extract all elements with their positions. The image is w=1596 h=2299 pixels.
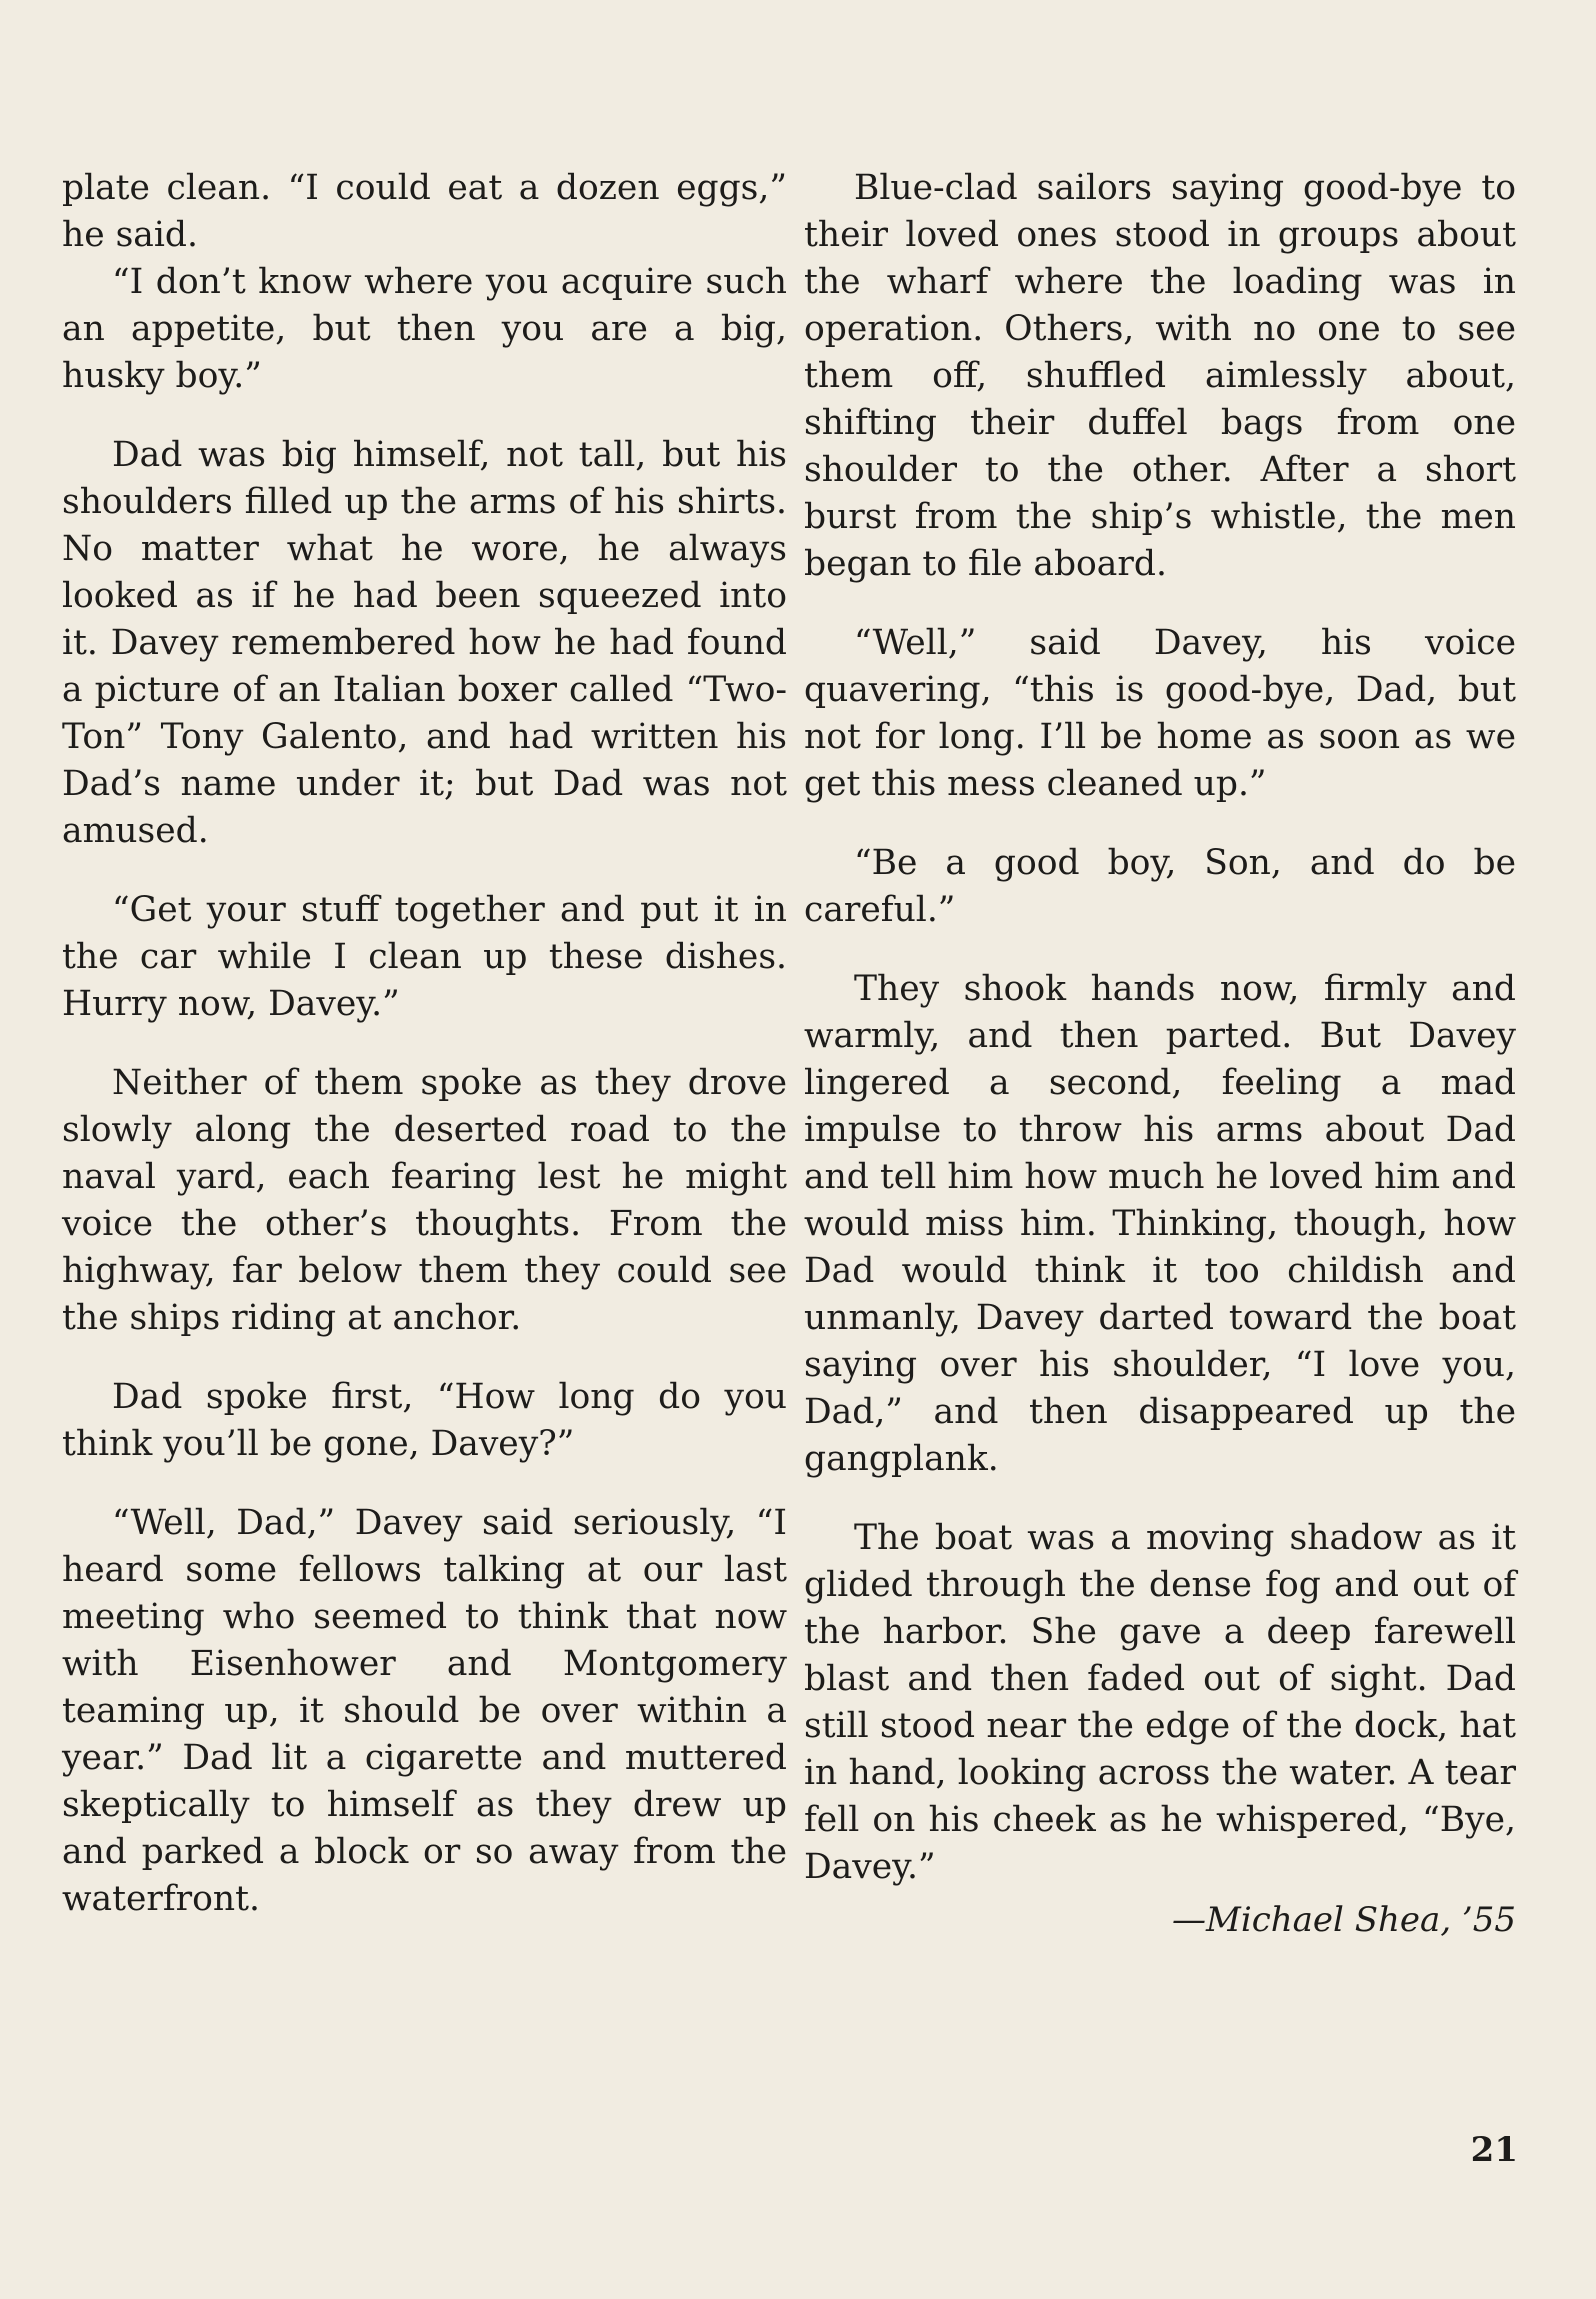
paragraph: “Be a good boy, Son, and do be careful.” [804, 843, 1516, 930]
paragraph: Dad was big himself, not tall, but his shoulders filled up the arms of his shirts. No matter what he wore, he always looked as if he had been squeezed into it. Davey remembered how he had found a picture of an Italian boxer called “Two-Ton” Tony Galento, and had written his Dad’s name under it; but Dad was not amused. [62, 435, 787, 851]
left-column [62, 165, 787, 1955]
paragraph: They shook hands now, firmly and warmly, and then parted. But Davey lingered a second, feeling a mad impulse to throw his arms about Dad and tell him how much he loved him and would miss him. Thinking, though, how Dad would think it too childish and unmanly, Davey darted toward the boat saying over his shoulder, “I love you, Dad,” and then disappeared up the gangplank. [804, 969, 1516, 1479]
paragraph: “I don’t know where you acquire such an appetite, but then you are a big, husky boy.” [62, 262, 787, 396]
paragraph: “Well, Dad,” Davey said seriously, “I heard some fellows talking at our last meeting who seemed to think that now with Eisenhower and Montgomery teaming up, it should be over within a year.” Dad lit a cigarette and muttered skeptically to himself as they drew up and parked a block or so away from the waterfront. [62, 1503, 787, 1919]
page-number: 21 [1470, 2130, 1518, 2170]
paragraph: The boat was a moving shadow as it glided through the dense fog and out of the harbor. She gave a deep farewell blast and then faded out of sight. Dad still stood near the edge of the dock, hat in hand, looking across the water. A tear fell on his cheek as he whispered, “Bye, Davey.” [804, 1518, 1516, 1887]
paragraph: plate clean. “I could eat a dozen eggs,” he said. [62, 168, 787, 255]
paragraph: “Well,” said Davey, his voice quavering, “this is good-bye, Dad, but not for long. I’ll be home as soon as we get this mess cleaned up.” [804, 623, 1516, 804]
paragraph: Blue-clad sailors saying good-bye to their loved ones stood in groups about the wharf where the loading was in operation. Others, with no one to see them off, shuffled aimlessly about, shifting their duffel bags from one shoulder to the other. After a short burst from the ship’s whistle, the men began to file aboard. [804, 168, 1516, 584]
right-column [804, 165, 1516, 1944]
author-signature: —Michael Shea, ’55 [1172, 1900, 1516, 1940]
paragraph: “Get your stuff together and put it in the car while I clean up these dishes. Hurry now, Davey.” [62, 890, 787, 1024]
paragraph: Neither of them spoke as they drove slowly along the deserted road to the naval yard, each fearing lest he might voice the other’s thoughts. From the highway, far below them they could see the ships riding at anchor. [62, 1063, 787, 1338]
paragraph: Dad spoke first, “How long do you think you’ll be gone, Davey?” [62, 1377, 787, 1464]
